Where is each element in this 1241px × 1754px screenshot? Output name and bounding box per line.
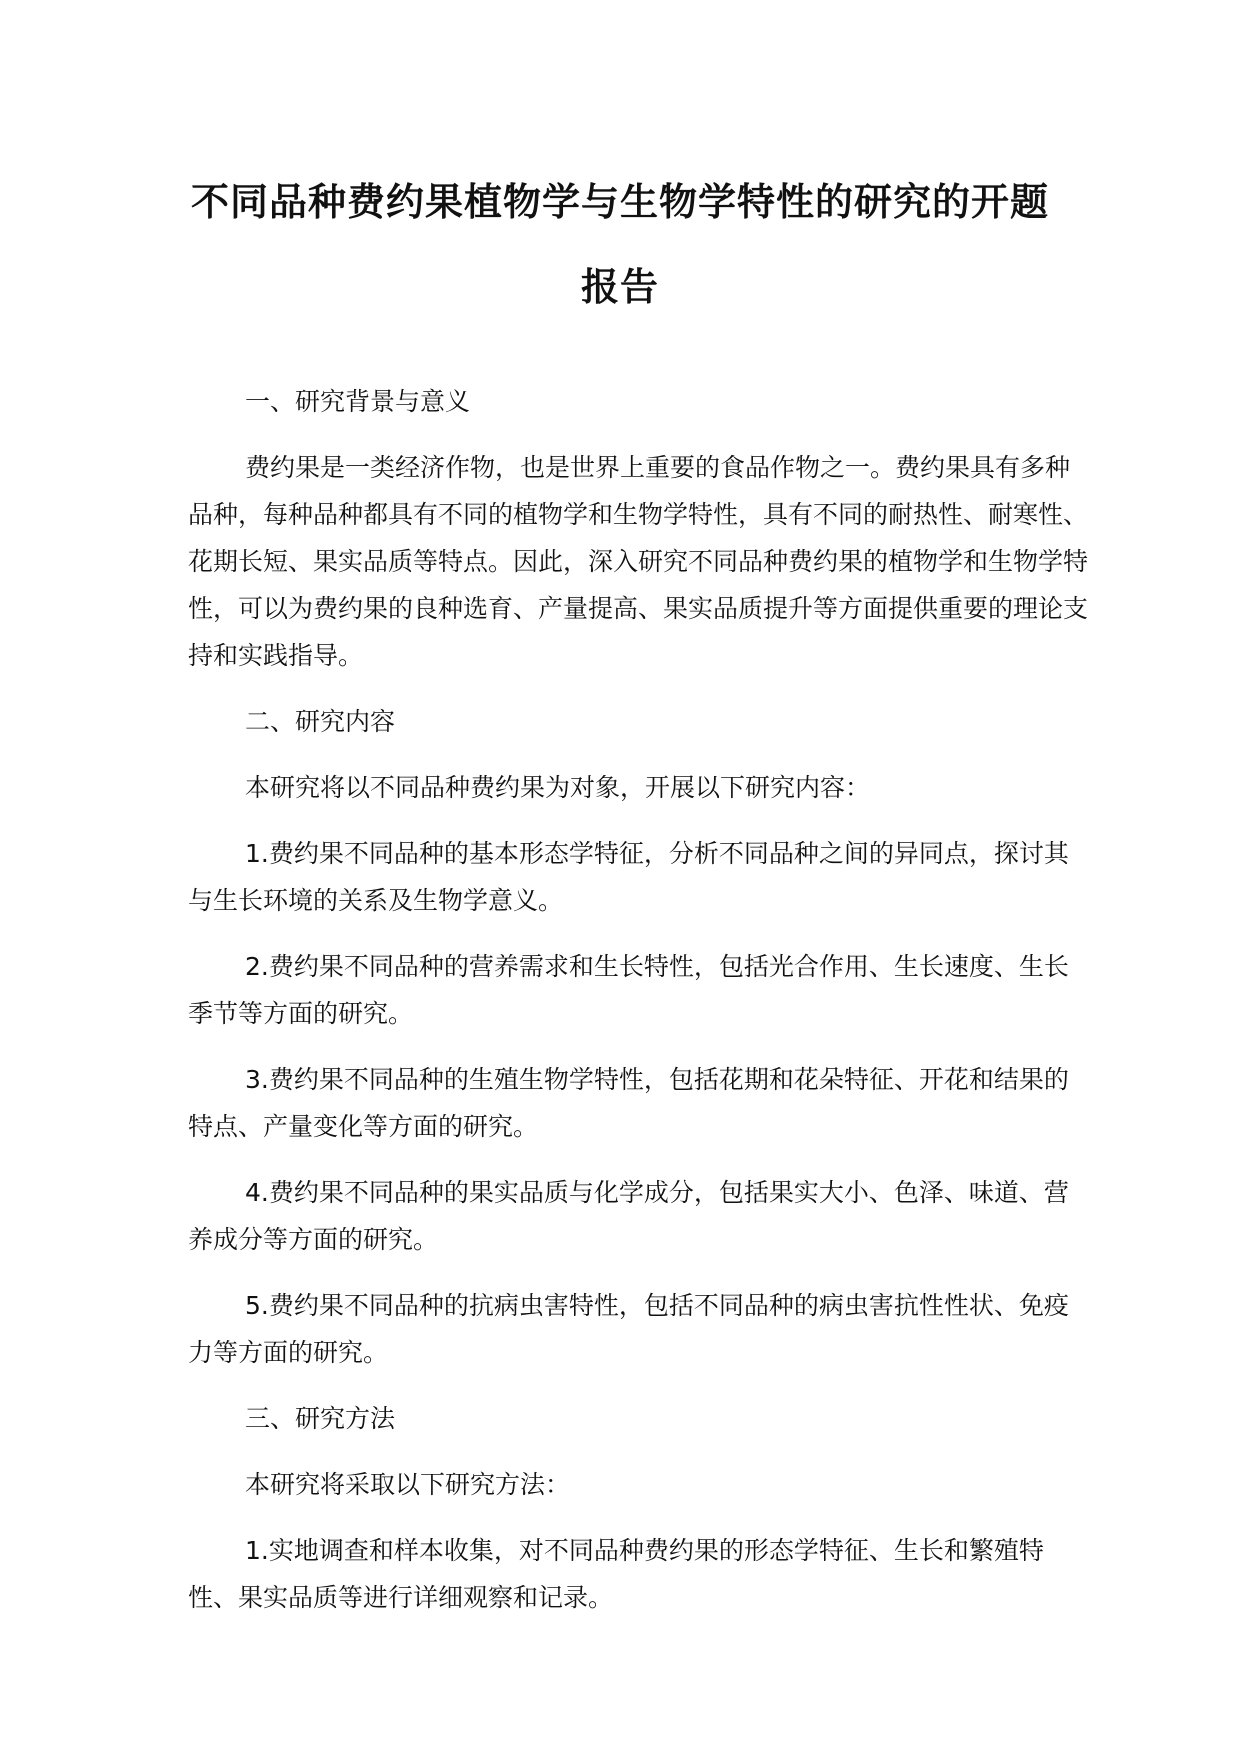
section-heading-content: 二、研究内容: [245, 707, 396, 736]
list-item-content-5: 5.费约果不同品种的抗病虫害特性，包括不同品种的病虫害抗性性状、免疫力等方面的研究。: [188, 1291, 1069, 1367]
list-item-content-1: 1.费约果不同品种的基本形态学特征，分析不同品种之间的异同点，探讨其与生长环境的关系及生物学意义。: [188, 839, 1069, 915]
paragraph-methods-intro: 本研究将采取以下研究方法：: [245, 1470, 571, 1499]
list-item-content-2: 2.费约果不同品种的营养需求和生长特性，包括光合作用、生长速度、生长季节等方面的研究。: [188, 952, 1069, 1028]
list-item-content-4: 4.费约果不同品种的果实品质与化学成分，包括果实大小、色泽、味道、营养成分等方面的研究。: [188, 1178, 1069, 1254]
list-item-content-3: 3.费约果不同品种的生殖生物学特性，包括花期和花朵特征、开花和结果的特点、产量变化等方面的研究。: [188, 1065, 1069, 1141]
list-item-methods-1: 1.实地调查和样本收集，对不同品种费约果的形态学特征、生长和繁殖特性、果实品质等进行详细观察和记录。: [188, 1536, 1044, 1612]
paragraph-content-intro: 本研究将以不同品种费约果为对象，开展以下研究内容：: [245, 773, 871, 802]
document-title-line-2: 报告: [580, 265, 659, 309]
document-title-line-1: 不同品种费约果植物学与生物学特性的研究的开题: [190, 180, 1049, 224]
section-heading-methods: 三、研究方法: [245, 1404, 396, 1433]
document-body: [188, 378, 1088, 1640]
paragraph-background: 费约果是一类经济作物，也是世界上重要的食品作物之一。费约果具有多种品种，每种品种都具有不同的植物学和生物学特性，具有不同的耐热性、耐寒性、花期长短、果实品质等特点。因此，深入研究不同品种费约果的植物学和生物学特性，可以为费约果的良种选育、产量提高、果实品质提升等方面提供重要的理论支持和实践指导。: [188, 453, 1089, 670]
section-heading-background: 一、研究背景与意义: [245, 387, 471, 416]
